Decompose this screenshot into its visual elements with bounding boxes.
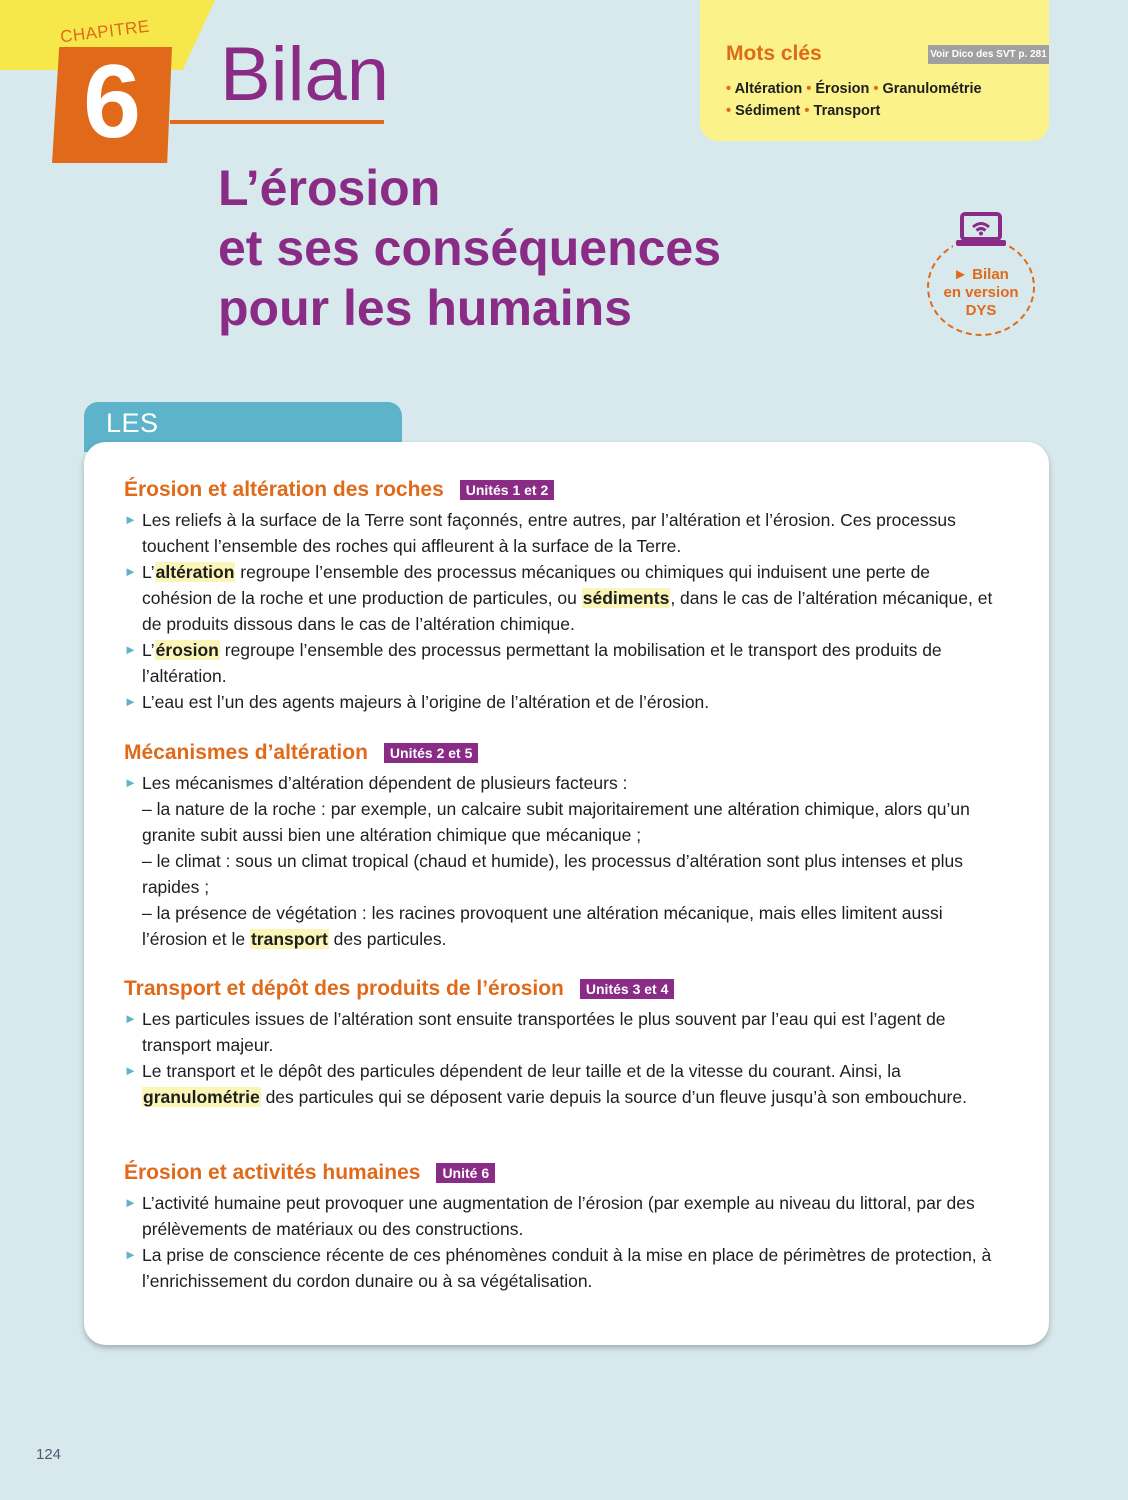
list-item: ► L’altération regroupe l’ensemble des processus mécaniques ou chimiques qui induisent une perte de cohésion de la roche et une production de particules, ou sédiments, dans le cas de l’altération mécanique, et de produits dissous dans le cas de l’altération chimique. <box>124 559 1004 637</box>
chapter-number: 6 <box>83 44 141 160</box>
list-item: ► L’activité humaine peut provoquer une augmentation de l’érosion (par exemple au niveau du littoral, par des prélèvements de matériaux ou des constructions. <box>124 1190 1004 1242</box>
section-title: Érosion et activités humaines <box>124 1161 421 1184</box>
section-transport-depot <box>124 974 1004 1110</box>
knowledge-card <box>84 442 1049 1345</box>
keywords-list: • Altération • Érosion • Granulométrie • Sédiment • Transport <box>726 81 982 119</box>
section-title: Mécanismes d’altération <box>124 741 368 764</box>
keyword: Transport <box>813 103 881 119</box>
chapter-label: CHAPITRE <box>59 16 151 47</box>
unit-badge[interactable]: Unités 3 et 4 <box>580 979 674 999</box>
page-title <box>218 158 721 338</box>
list-item: ► La prise de conscience récente de ces phénomènes conduit à la mise en place de périmètres de protection, à l’enrichissement du cordon dunaire ou à sa végétalisation. <box>124 1242 1004 1294</box>
section-title: Transport et dépôt des produits de l’érosion <box>124 977 564 1000</box>
unit-badge[interactable]: Unité 6 <box>436 1163 495 1183</box>
section-activites-humaines <box>124 1158 1004 1294</box>
heading-underline <box>170 120 384 124</box>
list-item: ► Les reliefs à la surface de la Terre sont façonnés, entre autres, par l’altération et l’érosion. Ces processus touchent l’ensemble des roches qui affleurent à la surface de la Terre. <box>124 507 1004 559</box>
dictionary-reference[interactable]: Voir Dico des SVT p. 281 <box>928 45 1049 64</box>
keywords-box <box>700 0 1049 141</box>
keyword-highlight: granulométrie <box>143 1087 260 1107</box>
section-tab-label: LES <box>106 408 159 438</box>
laptop-wifi-icon <box>953 210 1009 250</box>
chapter-heading: Bilan <box>220 32 389 117</box>
keyword: Érosion <box>815 81 870 97</box>
keyword-highlight: transport <box>250 929 328 949</box>
list-item: ► Les particules issues de l’altération sont ensuite transportées le plus souvent par l’eau qui est l’agent de transport majeur. <box>124 1006 1004 1058</box>
list-item: ► Le transport et le dépôt des particules dépendent de leur taille et de la vitesse du courant. Ainsi, la granulométrie des particules qui se déposent varie depuis la source d’un fleuve jusqu’à son embouchure. <box>124 1058 1004 1110</box>
keyword: Sédiment <box>735 103 801 119</box>
page-number: 124 <box>36 1446 62 1463</box>
keyword: Altération <box>734 81 803 97</box>
keywords-title: Mots clés <box>726 42 822 65</box>
section-mecanismes <box>124 738 1004 952</box>
list-item: ► L’érosion regroupe l’ensemble des processus permettant la mobilisation et le transport des produits de l’altération. <box>124 637 1004 689</box>
section-erosion-alteration <box>124 475 1004 715</box>
page-title-line-3: pour les humains <box>218 280 632 336</box>
keyword-highlight: érosion <box>155 640 219 660</box>
keyword-highlight: sédiments <box>582 588 670 608</box>
list-item: ► Les mécanismes d’altération dépendent de plusieurs facteurs : – la nature de la roche : par exemple, un calcaire subit majoritairement une altération chimique, alors qu’un granite subit aussi bien une altération chimique que mécanique ; – le climat : sous un climat tropical (chaud et humide), les processus d’altération sont plus intenses et plus rapides ; – la présence de végétation : les racines provoquent une altération mécanique, mais elles limitent aussi l’érosion et le transport des particules. <box>124 770 1004 952</box>
section-title: Érosion et altération des roches <box>124 478 444 501</box>
page-title-line-1: L’érosion <box>218 160 441 216</box>
keyword: Granulométrie <box>882 81 982 97</box>
unit-badge[interactable]: Unités 1 et 2 <box>460 480 554 500</box>
keyword-highlight: altération <box>155 562 235 582</box>
dys-version-label: ► Bilan en version DYS <box>943 266 1019 319</box>
list-item: ► L’eau est l’un des agents majeurs à l’origine de l’altération et de l’érosion. <box>124 689 1004 715</box>
dys-version-button[interactable] <box>927 238 1035 336</box>
unit-badge[interactable]: Unités 2 et 5 <box>384 743 478 763</box>
page-title-line-2: et ses conséquences <box>218 220 722 276</box>
